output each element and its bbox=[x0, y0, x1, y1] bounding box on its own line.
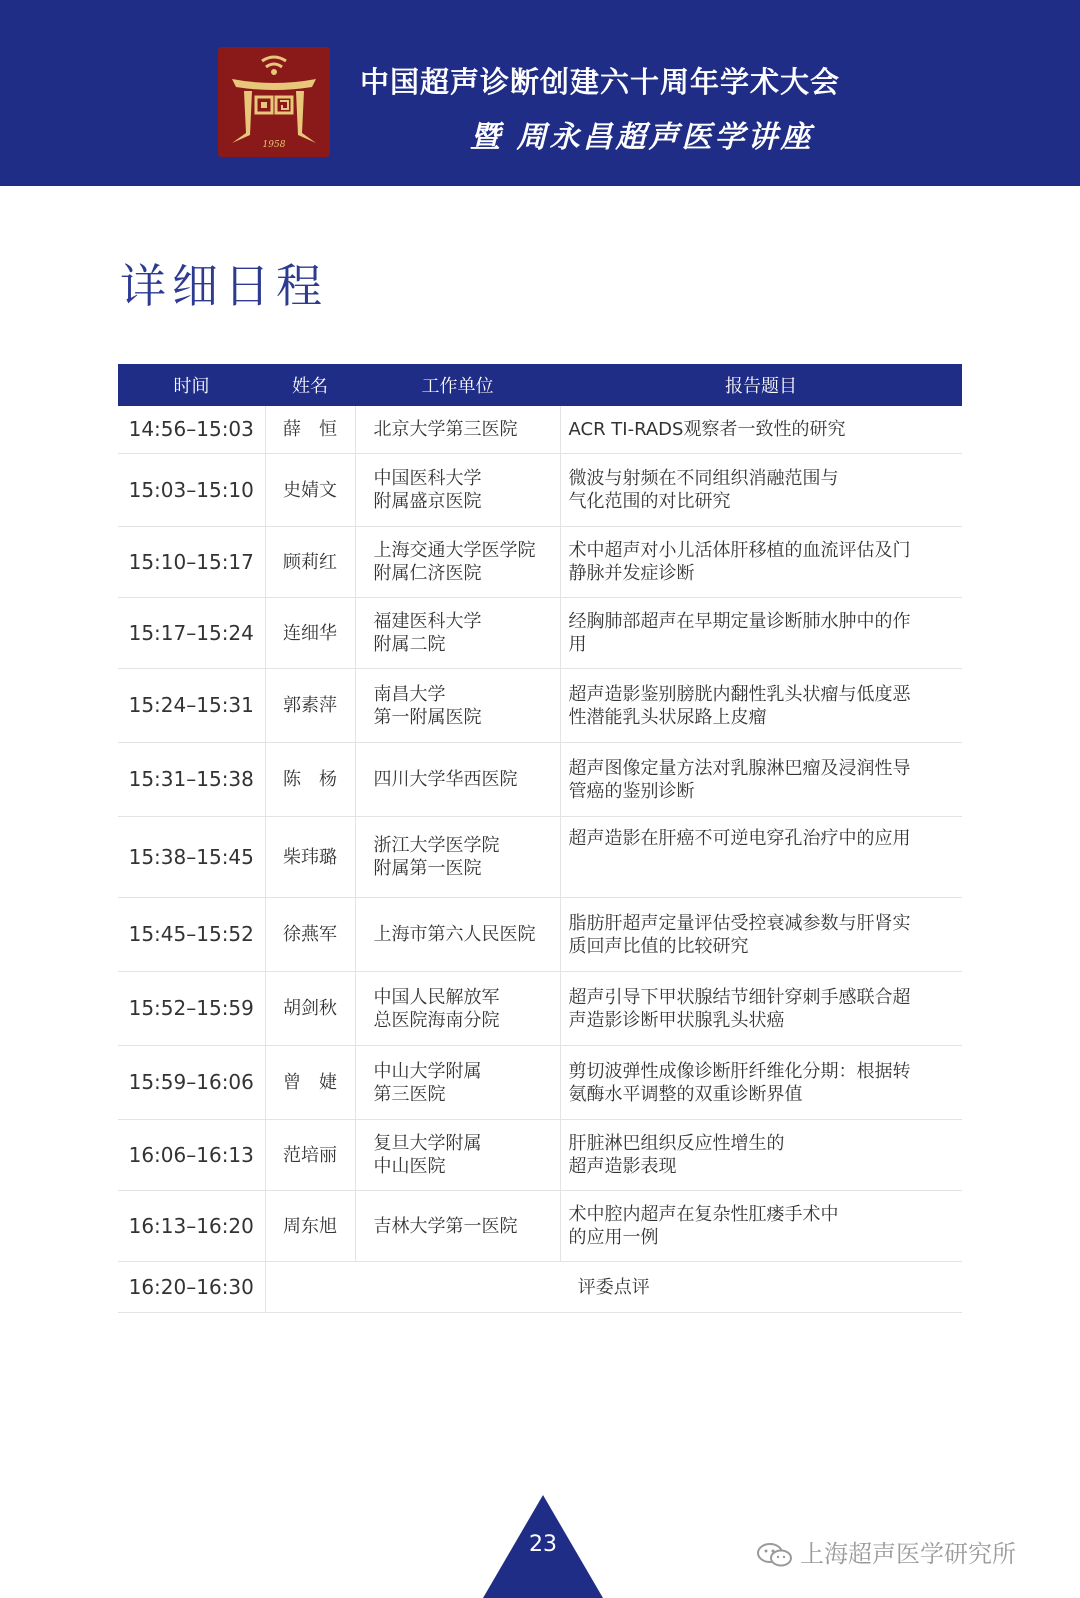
institution-cell bbox=[355, 669, 560, 743]
table-row bbox=[118, 817, 962, 898]
institution-line: 四川大学华西医院 bbox=[373, 769, 518, 790]
institution-line: 附属第一医院 bbox=[373, 858, 482, 879]
topic-line: 脂肪肝超声定量评估受控衰减参数与肝肾实 bbox=[568, 912, 911, 934]
time-cell: 14:56–15:03 bbox=[118, 406, 265, 454]
topic-cell bbox=[560, 1191, 962, 1262]
institution-line: 吉林大学第一医院 bbox=[373, 1215, 518, 1237]
institution-line: 南昌大学 bbox=[373, 683, 446, 705]
institution-line: 中山大学附属 bbox=[373, 1060, 482, 1082]
topic-line: ACR TI-RADS观察者一致性的研究 bbox=[568, 419, 846, 440]
time-cell: 15:31–15:38 bbox=[118, 743, 265, 817]
conference-title: 中国超声诊断创建六十周年学术大会 bbox=[360, 65, 841, 99]
speaker-name: 薛 恒 bbox=[265, 406, 355, 454]
schedule-table bbox=[118, 364, 962, 1313]
institution-line: 第三医院 bbox=[373, 1083, 446, 1105]
topic-line: 质回声比值的比较研究 bbox=[568, 935, 749, 957]
speaker-name: 曾 婕 bbox=[265, 1046, 355, 1120]
table-row bbox=[118, 406, 962, 454]
topic-cell bbox=[560, 743, 962, 817]
header-banner bbox=[0, 0, 1080, 186]
institution-cell bbox=[355, 1120, 560, 1191]
conference-subtitle: 暨 周永昌超声医学讲座 bbox=[470, 120, 814, 155]
table-row bbox=[118, 1120, 962, 1191]
time-cell: 15:10–15:17 bbox=[118, 527, 265, 598]
table-row bbox=[118, 527, 962, 598]
speaker-name: 陈 杨 bbox=[265, 743, 355, 817]
institution-cell bbox=[355, 598, 560, 669]
logo-year: 1958 bbox=[262, 140, 286, 150]
institution-line: 总医院海南分院 bbox=[373, 1009, 500, 1031]
table-row bbox=[118, 598, 962, 669]
time-cell: 15:59–16:06 bbox=[118, 1046, 265, 1120]
speaker-name: 柴玮璐 bbox=[265, 817, 355, 898]
institution-line: 中国医科大学 bbox=[373, 468, 482, 489]
institution-line: 复旦大学附属 bbox=[373, 1133, 482, 1154]
table-header-row bbox=[118, 364, 962, 406]
institution-line: 附属仁济医院 bbox=[373, 563, 482, 584]
topic-cell bbox=[560, 406, 962, 454]
topic-line: 微波与射频在不同组织消融范围与 bbox=[568, 468, 839, 489]
institution-line: 第一附属医院 bbox=[373, 706, 482, 728]
institution-line: 浙江大学医学院 bbox=[373, 835, 500, 856]
time-cell: 15:17–15:24 bbox=[118, 598, 265, 669]
topic-line: 超声引导下甲状腺结节细针穿刺手感联合超 bbox=[568, 986, 911, 1008]
speaker-name: 顾莉红 bbox=[265, 527, 355, 598]
speaker-name: 连细华 bbox=[265, 598, 355, 669]
topic-line: 剪切波弹性成像诊断肝纤维化分期：根据转 bbox=[568, 1060, 911, 1082]
institution-cell bbox=[355, 406, 560, 454]
institution-line: 上海市第六人民医院 bbox=[373, 924, 536, 945]
speaker-name: 徐燕军 bbox=[265, 898, 355, 972]
header-institution: 工作单位 bbox=[355, 364, 560, 406]
topic-line: 静脉并发症诊断 bbox=[568, 563, 695, 584]
time-cell: 15:03–15:10 bbox=[118, 454, 265, 527]
topic-cell bbox=[560, 1046, 962, 1120]
topic-line: 肝脏淋巴组织反应性增生的 bbox=[568, 1133, 785, 1154]
table-row bbox=[118, 1046, 962, 1120]
topic-line: 声造影诊断甲状腺乳头状癌 bbox=[568, 1009, 785, 1031]
institution-line: 福建医科大学 bbox=[373, 611, 482, 632]
topic-cell bbox=[560, 972, 962, 1046]
table-row bbox=[118, 743, 962, 817]
topic-line: 术中超声对小儿活体肝移植的血流评估及门 bbox=[568, 540, 911, 561]
topic-line: 的应用一例 bbox=[568, 1227, 659, 1248]
topic-cell bbox=[560, 598, 962, 669]
watermark-text: 上海超声医学研究所 bbox=[800, 1540, 1016, 1568]
page-number: 23 bbox=[529, 1532, 557, 1557]
institution-line: 上海交通大学医学院 bbox=[373, 540, 536, 561]
institution-cell bbox=[355, 527, 560, 598]
institution-cell bbox=[355, 1046, 560, 1120]
topic-cell bbox=[560, 669, 962, 743]
table-row bbox=[118, 669, 962, 743]
header-time: 时间 bbox=[118, 364, 265, 406]
speaker-name: 范培丽 bbox=[265, 1120, 355, 1191]
institution-cell bbox=[355, 898, 560, 972]
header-name: 姓名 bbox=[265, 364, 355, 406]
time-cell: 16:13–16:20 bbox=[118, 1191, 265, 1262]
topic-line: 氨酶水平调整的双重诊断界值 bbox=[568, 1083, 803, 1105]
institution-cell bbox=[355, 972, 560, 1046]
watermark bbox=[756, 1534, 1016, 1569]
table-row bbox=[118, 1191, 962, 1262]
review-session-cell: 评委点评 bbox=[265, 1262, 962, 1313]
speaker-name: 郭素萍 bbox=[265, 669, 355, 743]
institution-line: 附属二院 bbox=[373, 634, 446, 655]
topic-line: 术中腔内超声在复杂性肛瘘手术中 bbox=[568, 1204, 839, 1225]
institution-line: 中山医院 bbox=[373, 1156, 446, 1177]
topic-cell bbox=[560, 527, 962, 598]
topic-line: 超声造影表现 bbox=[568, 1156, 677, 1177]
header-topic: 报告题目 bbox=[560, 364, 962, 406]
time-cell: 15:45–15:52 bbox=[118, 898, 265, 972]
topic-line: 管癌的鉴别诊断 bbox=[568, 780, 695, 802]
topic-cell bbox=[560, 1120, 962, 1191]
topic-line: 气化范围的对比研究 bbox=[568, 491, 731, 512]
institution-cell bbox=[355, 817, 560, 898]
speaker-name: 胡剑秋 bbox=[265, 972, 355, 1046]
topic-line: 超声图像定量方法对乳腺淋巴瘤及浸润性导 bbox=[568, 757, 911, 779]
topic-line: 超声造影鉴别膀胱内翻性乳头状瘤与低度恶 bbox=[568, 683, 911, 705]
topic-cell bbox=[560, 817, 962, 898]
table-row bbox=[118, 898, 962, 972]
institution-line: 北京大学第三医院 bbox=[373, 419, 518, 440]
table-row bbox=[118, 972, 962, 1046]
topic-line: 经胸肺部超声在早期定量诊断肺水肿中的作 bbox=[568, 611, 911, 632]
page-title: 详细日程 bbox=[120, 259, 328, 313]
conference-logo bbox=[218, 47, 330, 157]
institution-cell bbox=[355, 1191, 560, 1262]
topic-cell bbox=[560, 898, 962, 972]
institution-cell bbox=[355, 743, 560, 817]
topic-line: 用 bbox=[568, 634, 587, 655]
time-cell: 15:24–15:31 bbox=[118, 669, 265, 743]
topic-line: 超声造影在肝癌不可逆电穿孔治疗中的应用 bbox=[568, 828, 911, 849]
time-cell: 15:38–15:45 bbox=[118, 817, 265, 898]
institution-line: 附属盛京医院 bbox=[373, 491, 482, 512]
table-row bbox=[118, 1262, 962, 1313]
speaker-name: 周东旭 bbox=[265, 1191, 355, 1262]
table-row bbox=[118, 454, 962, 527]
time-cell: 16:20–16:30 bbox=[118, 1262, 265, 1313]
speaker-name: 史婧文 bbox=[265, 454, 355, 527]
time-cell: 16:06–16:13 bbox=[118, 1120, 265, 1191]
institution-line: 中国人民解放军 bbox=[373, 986, 500, 1008]
institution-cell bbox=[355, 454, 560, 527]
time-cell: 15:52–15:59 bbox=[118, 972, 265, 1046]
wechat-icon bbox=[756, 1542, 794, 1568]
topic-line: 性潜能乳头状尿路上皮瘤 bbox=[568, 706, 767, 728]
topic-cell bbox=[560, 454, 962, 527]
